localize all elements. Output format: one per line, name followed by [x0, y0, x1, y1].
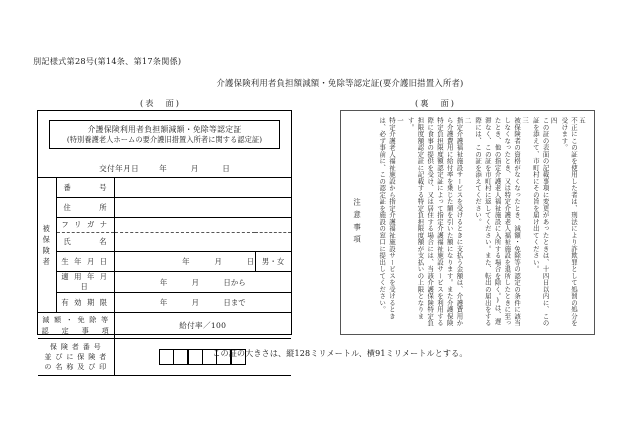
label-number-char2: 号 — [99, 182, 107, 192]
notice-item — [530, 117, 558, 328]
table-row — [38, 293, 291, 313]
certificate-table — [38, 177, 291, 376]
notice-item-text: 不正にこの証を使用した者は、刑法により詐欺罪として処罰の処分を受けます。 — [560, 117, 578, 327]
table-row — [38, 272, 291, 293]
value-expiry[interactable] — [114, 293, 291, 313]
notice-item — [377, 117, 405, 328]
expiry-year: 年 — [159, 298, 168, 307]
notice-item-marker: 四 — [549, 117, 558, 124]
notice-item-text: この証の表面の記載事項に変更があったときは、十四日以内に、この証を添えて、市町村にその旨を届け出てください。 — [531, 117, 550, 327]
label-number-char1: 番 — [63, 182, 71, 192]
card-title-box — [49, 120, 280, 149]
label-expiry: 有 効 期 限 — [56, 293, 114, 313]
label-name-char1: 氏 — [63, 237, 71, 246]
notice-item-marker: 一 — [395, 117, 404, 124]
notice-text-area — [348, 117, 587, 328]
label-number — [56, 178, 114, 198]
table-row — [38, 218, 291, 233]
card-title-line1: 介護保険利用者負担額減額・免除等認定証 — [87, 124, 242, 134]
notice-item-marker: 三 — [521, 117, 530, 124]
label-name — [56, 233, 114, 252]
notice-item-text: 特定介護老人福祉施設から指定介護福祉施設サービスを受けるときは、必ず事前に、この認定証を施設の窓口に提出してください。 — [378, 117, 396, 320]
label-birth-date: 生 年 月 日 — [56, 252, 114, 272]
apply-year: 年 — [159, 277, 168, 287]
insurer-label-line3: の 名 称 及 び 印 — [44, 362, 108, 372]
back-card — [340, 110, 595, 335]
label-address — [56, 198, 114, 218]
label-apply-date: 適 用 年 月 日 — [56, 272, 114, 293]
insurer-label-line1: 保 険 者 番 号 — [49, 341, 102, 351]
table-row — [38, 178, 291, 198]
reduction-label-line1: 減 額 ・ 免 除 等 — [42, 314, 110, 324]
insured-char-1: 被 — [42, 223, 51, 233]
sex-field[interactable]: 男・女 — [255, 252, 291, 272]
notice-heading: 注意事項 — [352, 197, 362, 248]
label-furigana: フ リ ガ ナ — [56, 218, 114, 233]
value-number[interactable] — [114, 178, 291, 198]
notice-item-marker: 二 — [463, 117, 472, 124]
front-side-label: (表 面) — [140, 98, 181, 108]
value-address[interactable] — [114, 198, 291, 218]
birth-year: 年 — [182, 257, 190, 266]
form-number: 別記様式第28号(第14条、第17条関係) — [33, 56, 182, 66]
label-reduction-items — [38, 313, 114, 339]
front-card — [37, 110, 292, 372]
label-address-char2: 所 — [99, 202, 107, 212]
insured-char-3: 険 — [42, 246, 51, 255]
birth-month: 月 — [214, 257, 223, 266]
notice-item — [559, 117, 587, 328]
value-benefit-rate[interactable]: 給付率／100 — [114, 313, 291, 339]
notice-item-text: 被保険者の資格がなくなったとき、減額・免除等の認定の条件に該当しなくなったとき、又は特定介護老人福祉施設を退所したときに至ったとき、他の指定介護老人福祉施設に入所する場合を除く。)は、遅滞なく、この証を市町村に返してください。また、転出の届出をする際には、この証を添えてください。 — [474, 117, 522, 327]
label-name-char2: 名 — [99, 237, 107, 246]
notice-item — [472, 117, 530, 328]
card-title-line2: (特別養護老人ホームの要介護旧措置入所者に関する認定証) — [66, 134, 263, 144]
issue-date-row — [49, 160, 280, 176]
apply-month: 月 — [191, 277, 200, 287]
issue-date-month: 月 — [190, 163, 199, 173]
label-address-char1: 住 — [63, 202, 71, 212]
issue-date-year: 年 — [159, 163, 167, 173]
expiry-day-suffix: 日まで — [223, 298, 246, 307]
size-note: この証の大きさは、縦128ミリメートル、横91ミリメートルとする。 — [212, 349, 468, 358]
reduction-label-line2: 認 定 事 項 — [41, 325, 110, 335]
apply-day-suffix: 日から — [223, 277, 246, 287]
page-title: 介護保険利用者負担額減額・免除等認定証(要介護旧措置入所者) — [216, 78, 464, 88]
notice-item-text: 指定介護福祉施設サービスを受けるときに支払う金額は、介護費用から介護費用に給付率を乗じた額を引いた額になります。また介護保険特定負担限度額認定証によって指定介護福祉施設サービスを利用する際に食事の提供を受け、又は居住する場合には、当該介護保険特定負担限度額認定証に記載する特定負担限度額が支払いの上限となります。 — [406, 117, 464, 327]
value-name[interactable] — [114, 233, 291, 252]
value-furigana[interactable] — [114, 218, 291, 233]
value-apply-date[interactable] — [114, 272, 291, 293]
table-row — [38, 313, 291, 339]
back-side-label: (裏 面) — [415, 98, 456, 108]
birth-day: 日 — [246, 257, 255, 266]
table-row — [38, 198, 291, 218]
insurer-label-line2: 並 び に 保 険 者 — [44, 351, 108, 361]
notice-item — [405, 117, 472, 328]
notice-item-marker: 五 — [578, 117, 586, 124]
insured-char-4: 者 — [42, 257, 51, 267]
expiry-month: 月 — [191, 298, 200, 307]
issue-date-label: 交付年月日 — [99, 163, 140, 173]
table-row — [38, 252, 291, 272]
insured-char-2: 保 — [42, 234, 51, 244]
value-birth-date[interactable] — [114, 252, 255, 272]
table-row — [38, 233, 291, 252]
issue-date-day: 日 — [222, 163, 230, 173]
insured-vertical-label — [38, 178, 56, 313]
